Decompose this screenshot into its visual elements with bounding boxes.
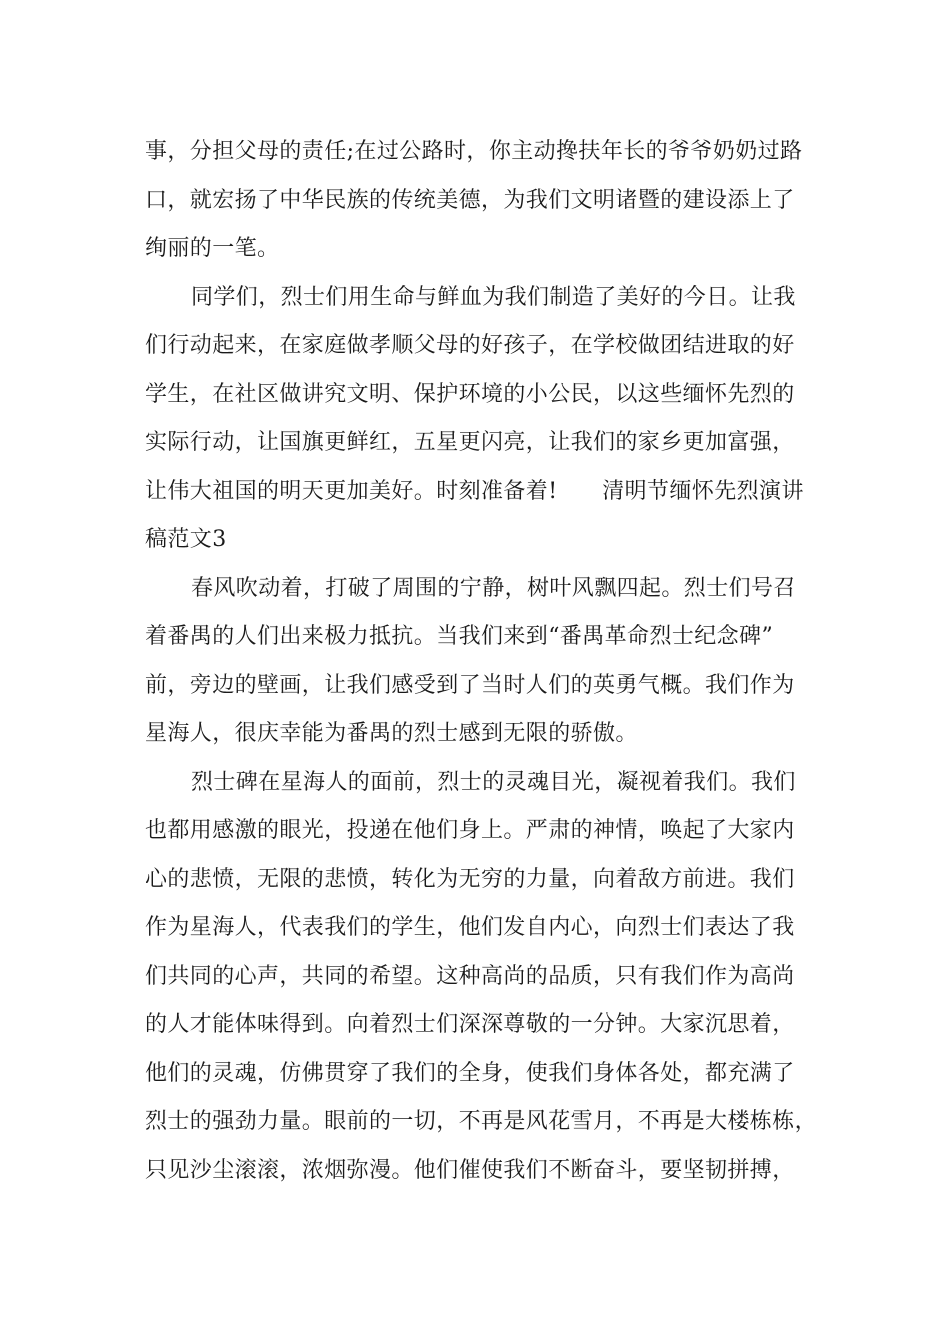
text-line: 只见沙尘滚滚，浓烟弥漫。他们催使我们不断奋斗，要坚韧拼搏， bbox=[145, 1157, 795, 1183]
text-line: 们共同的心声，共同的希望。这种高尚的品质，只有我们作为高尚 bbox=[145, 963, 795, 989]
text-line: 口，就宏扬了中华民族的传统美德，为我们文明诸暨的建设添上了 bbox=[145, 187, 795, 213]
text-line: 前，旁边的壁画，让我们感受到了当时人们的英勇气概。我们作为 bbox=[145, 672, 795, 698]
text-line: 心的悲愤，无限的悲愤，转化为无穷的力量，向着敌方前进。我们 bbox=[145, 866, 795, 892]
text-line: 星海人，很庆幸能为番禺的烈士感到无限的骄傲。 bbox=[145, 721, 638, 746]
body-text bbox=[145, 128, 835, 1195]
text-line: 事，分担父母的责任;在过公路时，你主动搀扶年长的爷爷奶奶过路 bbox=[145, 139, 803, 164]
text-line: 春风吹动着，打破了周围的宁静，树叶风飘四起。烈士们号召 bbox=[191, 575, 796, 601]
text-line: 的人才能体味得到。向着烈士们深深尊敬的一分钟。大家沉思着， bbox=[145, 1012, 795, 1037]
text-line: 也都用感激的眼光，投递在他们身上。严肃的神情，唤起了大家内 bbox=[145, 818, 795, 843]
text-line: 他们的灵魂，仿佛贯穿了我们的全身，使我们身体各处，都充满了 bbox=[145, 1060, 795, 1086]
text-line: 着番禺的人们出来极力抵抗。当我们来到“番禺革命烈士纪念碑” bbox=[145, 624, 774, 649]
text-line: 们行动起来，在家庭做孝顺父母的好孩子，在学校做团结进取的好 bbox=[145, 333, 795, 358]
text-line: 实际行动，让国旗更鲜红，五星更闪亮，让我们的家乡更加富强， bbox=[145, 430, 795, 455]
text-line: 同学们，烈士们用生命与鲜血为我们制造了美好的今日。让我 bbox=[191, 284, 796, 310]
text-line: 烈士的强劲力量。眼前的一切，不再是风花雪月，不再是大楼栋栋， bbox=[145, 1109, 818, 1134]
text-line: 稿范文3 bbox=[145, 527, 227, 552]
text-line: 作为星海人，代表我们的学生，他们发自内心，向烈士们表达了我 bbox=[145, 915, 795, 940]
text-line: 学生，在社区做讲究文明、保护环境的小公民，以这些缅怀先烈的 bbox=[145, 381, 795, 407]
text-line: 烈士碑在星海人的面前，烈士的灵魂目光，凝视着我们。我们 bbox=[191, 769, 796, 795]
text-line: 让伟大祖国的明天更加美好。时刻准备着! 清明节缅怀先烈演讲 bbox=[145, 478, 804, 504]
text-line: 绚丽的一笔。 bbox=[145, 236, 280, 261]
